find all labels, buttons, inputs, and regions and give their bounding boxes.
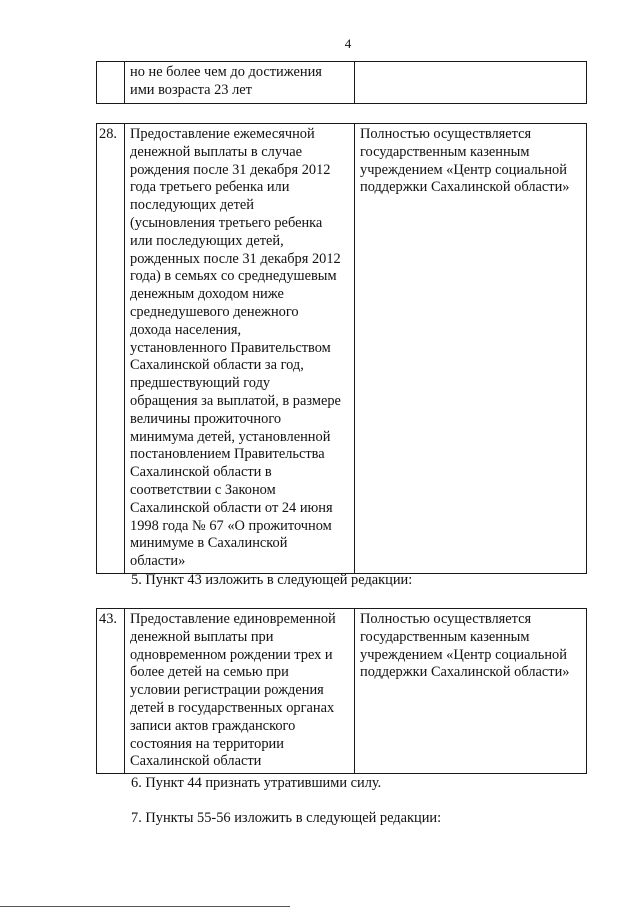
- table-item-28: [96, 123, 587, 574]
- page-number: 4: [344, 36, 352, 51]
- service-description-cell: [125, 124, 355, 574]
- table-row: [97, 124, 587, 574]
- service-description-cell: [125, 62, 355, 104]
- provider-cell: [355, 124, 587, 574]
- paragraph-6: 6. Пункт 44 признать утратившими силу.: [131, 775, 382, 791]
- provider-text: Полностью осуществляется государственным казенным учреждением «Центр социальной поддержки Сахалинской области»: [360, 126, 570, 196]
- table-row: [97, 62, 587, 104]
- row-number-cell: 43.: [97, 609, 125, 774]
- footnote-divider: [0, 906, 290, 907]
- provider-cell: [355, 62, 587, 104]
- row-number-cell: [97, 62, 125, 104]
- service-description-text: Предоставление единовременной денежной выплаты при одновременном рождении трех и более детей на семью при условии регистрации рождения детей в государственных органах записи актов гражданского состояния на территории Сахалинской области: [130, 611, 336, 770]
- service-description-text: Предоставление ежемесячной денежной выплаты в случае рождения после 31 декабря 2012 года третьего ребенка или последующих детей (усыновления третьего ребенка или последующих детей, рожденных после 31 декабря 2012 года) в семьях со среднедушевым денежным доходом ниже среднедушевого денежного дохода населения, установленного Правительством Сахалинской области за год, предшествующий году обращения за выплатой, в размере величины прожиточного минимума детей, установленной постановлением Правительства Сахалинской области в соответствии с Законом Сахалинской области от 24 июня 1998 года № 67 «О прожиточном минимуме в Сахалинской области»: [130, 126, 341, 570]
- paragraph-5: 5. Пункт 43 изложить в следующей редакции:: [131, 572, 413, 588]
- provider-cell: [355, 609, 587, 774]
- table-top-continuation: [96, 61, 587, 104]
- table-row: [97, 609, 587, 774]
- service-description-text: но не более чем до достижения ими возраста 23 лет: [130, 64, 322, 98]
- row-number-cell: 28.: [97, 124, 125, 574]
- service-description-cell: [125, 609, 355, 774]
- provider-text: Полностью осуществляется государственным казенным учреждением «Центр социальной поддержки Сахалинской области»: [360, 611, 570, 681]
- table-item-43: [96, 608, 587, 774]
- paragraph-7: 7. Пункты 55-56 изложить в следующей редакции:: [131, 810, 442, 826]
